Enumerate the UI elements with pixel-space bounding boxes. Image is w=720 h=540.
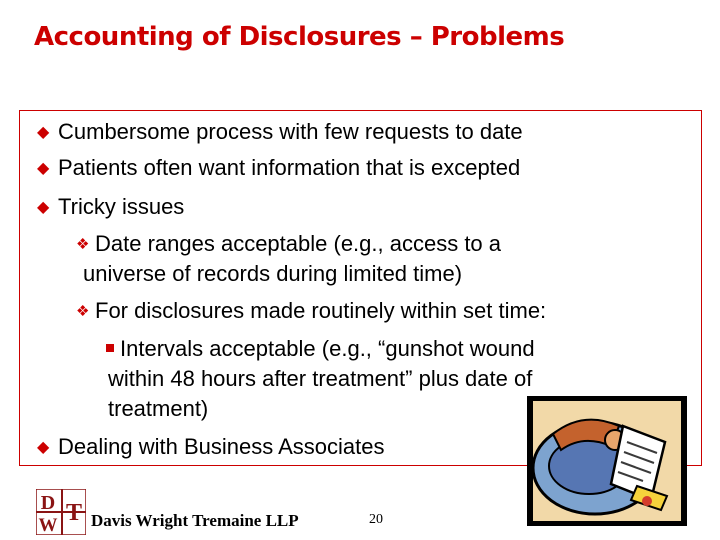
bullet-line: ◆ Tricky issues xyxy=(37,194,185,219)
svg-text:T: T xyxy=(65,500,83,526)
diamond-bullet-icon: ◆ xyxy=(37,160,50,177)
sub-sub-bullet-line: Intervals acceptable (e.g., “gunshot wound xyxy=(106,336,535,362)
check-diamond-bullet-icon: ❖ xyxy=(76,303,90,320)
firm-name: Davis Wright Tremaine LLP xyxy=(91,511,299,530)
square-bullet-icon xyxy=(106,344,114,352)
sub-sub-bullet-continuation: within 48 hours after treatment” plus date of xyxy=(108,366,533,391)
sub-bullet-line: ❖ For disclosures made routinely within set time: xyxy=(76,298,547,323)
diamond-bullet-icon: ◆ xyxy=(37,124,50,141)
person-writing-clipart-icon xyxy=(527,396,687,526)
dwt-logo xyxy=(36,489,86,535)
svg-text:D: D xyxy=(40,492,56,514)
sub-bullet-continuation: universe of records during limited time) xyxy=(83,261,463,286)
bullet-line: ◆ Dealing with Business Associates xyxy=(37,434,385,459)
diamond-bullet-icon: ◆ xyxy=(37,199,50,216)
page-number: 20 xyxy=(369,512,383,527)
diamond-bullet-icon: ◆ xyxy=(37,439,50,456)
check-diamond-bullet-icon: ❖ xyxy=(76,236,90,253)
sub-sub-bullet-continuation: treatment) xyxy=(108,396,209,421)
bullet-line: ◆ Patients often want information that is excepted xyxy=(37,155,521,180)
svg-text:W: W xyxy=(38,515,58,535)
sub-bullet-line: ❖ Date ranges acceptable (e.g., access to a xyxy=(76,231,502,256)
bullet-line: ◆ Cumbersome process with few requests to date xyxy=(37,119,523,144)
slide-title: Accounting of Disclosures – Problems xyxy=(34,22,565,52)
